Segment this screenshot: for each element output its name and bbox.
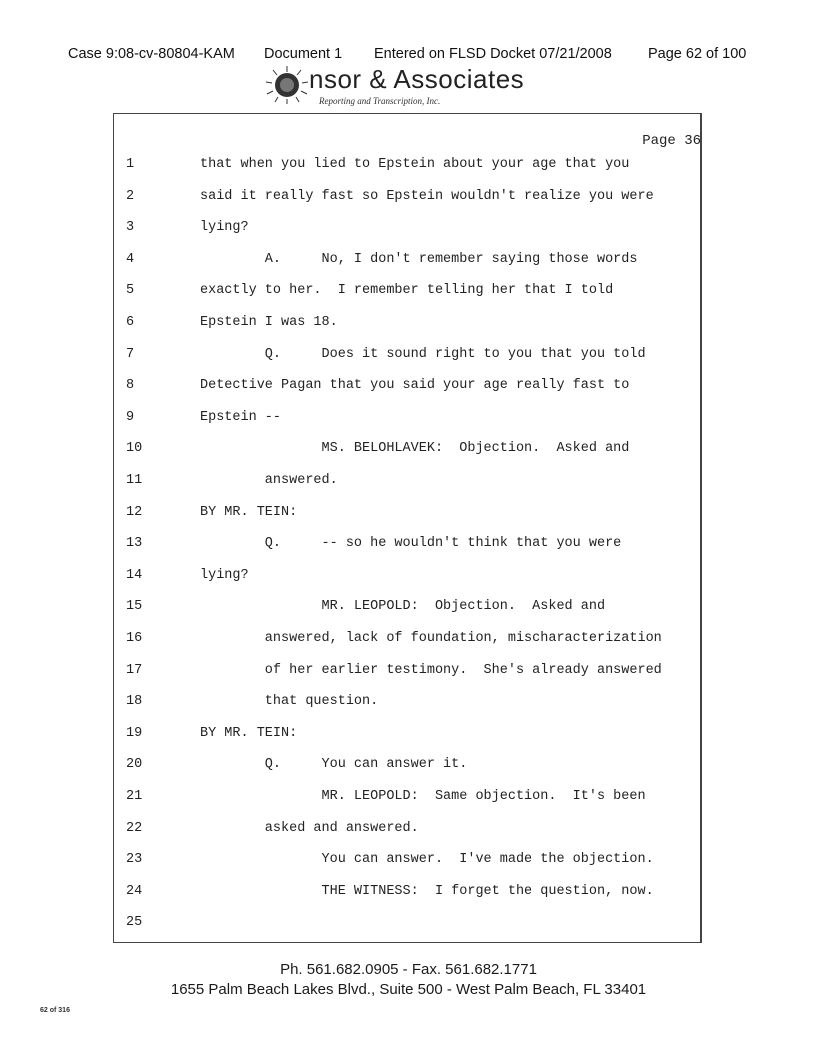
line-number: 1: [126, 157, 135, 172]
line-number: 13: [126, 536, 143, 552]
line-text: asked and answered.: [200, 820, 419, 836]
page-of-total: Page 62 of 100: [648, 46, 747, 62]
case-number: Case 9:08-cv-80804-KAM: [68, 46, 235, 62]
line-number: 2: [126, 188, 135, 204]
line-number: 12: [126, 504, 143, 520]
transcript-line: [0, 663, 817, 685]
transcript-line: [0, 821, 817, 843]
line-text: MR. LEOPOLD: Same objection. It's been: [200, 789, 646, 804]
line-text: that when you lied to Epstein about your age that you: [200, 157, 630, 172]
line-number: 14: [126, 567, 143, 583]
line-number: 6: [126, 315, 135, 330]
line-number: 19: [126, 725, 143, 741]
transcript-line: [0, 694, 817, 716]
line-number: 20: [126, 757, 143, 773]
line-text: Detective Pagan that you said your age really fast to: [200, 378, 630, 394]
line-number: 3: [126, 220, 135, 236]
line-text: Epstein --: [200, 409, 282, 425]
line-number: 17: [126, 662, 143, 678]
line-text: lying?: [200, 220, 249, 236]
footer-address: 1655 Palm Beach Lakes Blvd., Suite 500 - West Palm Beach, FL 33401: [170, 981, 647, 998]
transcript-line: [0, 189, 817, 211]
line-text: lying?: [200, 567, 249, 583]
sun-logo-icon: [263, 64, 311, 106]
line-text: Q. -- so he wouldn't think that you were: [200, 536, 622, 552]
line-number: 24: [126, 883, 143, 899]
transcript-line: [0, 599, 817, 621]
line-number: 5: [126, 283, 135, 299]
transcript-line: [0, 726, 817, 748]
transcript-line: [0, 157, 817, 179]
line-text: A. No, I don't remember saying those words: [200, 251, 638, 267]
line-text: answered, lack of foundation, mischaracterization: [200, 631, 662, 646]
line-text: that question.: [200, 694, 379, 710]
transcript-line: [0, 505, 817, 527]
transcript-line: [0, 757, 817, 779]
transcript-line: [0, 884, 817, 906]
transcript-line: [0, 410, 817, 432]
line-text: THE WITNESS: I forget the question, now.: [200, 883, 654, 899]
transcript-line: [0, 789, 817, 811]
transcript-line: [0, 315, 817, 337]
line-number: 7: [126, 346, 135, 362]
line-text: BY MR. TEIN:: [200, 504, 298, 520]
transcript-line: [0, 536, 817, 558]
line-text: Q. Does it sound right to you that you told: [200, 346, 646, 362]
company-name: nsor & Associates: [309, 64, 525, 94]
transcript-line: [0, 252, 817, 274]
line-text: answered.: [200, 473, 338, 488]
transcript-line: [0, 441, 817, 463]
line-text: Epstein I was 18.: [200, 315, 338, 330]
transcript-line: [0, 631, 817, 653]
line-number: 4: [126, 251, 135, 267]
line-number: 25: [126, 915, 143, 931]
transcript-line: [0, 283, 817, 305]
line-number: 16: [126, 631, 143, 646]
transcript-line: [0, 347, 817, 369]
line-text: You can answer. I've made the objection.: [200, 852, 654, 868]
transcript-line: [0, 852, 817, 874]
transcript-line: [0, 220, 817, 242]
transcript-line: [0, 378, 817, 400]
line-number: 10: [126, 441, 143, 457]
document-label: Document 1: [264, 46, 343, 62]
transcript-page-label: Page 36: [642, 133, 701, 149]
line-text: MS. BELOHLAVEK: Objection. Asked and: [200, 441, 630, 457]
line-text: BY MR. TEIN:: [200, 725, 298, 741]
transcript-line: [0, 473, 817, 495]
company-subtitle: Reporting and Transcription, Inc.: [319, 96, 441, 106]
line-number: 22: [126, 820, 143, 836]
company-logo: [255, 62, 575, 112]
line-number: 15: [126, 599, 143, 615]
line-number: 21: [126, 789, 143, 804]
page-count: 62 of 316: [40, 1007, 70, 1014]
line-number: 23: [126, 852, 143, 868]
line-number: 11: [126, 473, 143, 488]
line-text: exactly to her. I remember telling her that I told: [200, 283, 614, 299]
transcript-line: [0, 568, 817, 590]
docket-entry: Entered on FLSD Docket 07/21/2008: [374, 46, 612, 62]
line-number: 18: [126, 694, 143, 710]
line-text: said it really fast so Epstein wouldn't realize you were: [200, 188, 654, 204]
line-text: MR. LEOPOLD: Objection. Asked and: [200, 599, 606, 615]
line-number: 8: [126, 378, 135, 394]
line-text: of her earlier testimony. She's already answered: [200, 662, 662, 678]
line-number: 9: [126, 409, 135, 425]
line-text: Q. You can answer it.: [200, 757, 468, 773]
footer-phone: Ph. 561.682.0905 - Fax. 561.682.1771: [280, 961, 537, 978]
transcript-line: [0, 915, 817, 937]
